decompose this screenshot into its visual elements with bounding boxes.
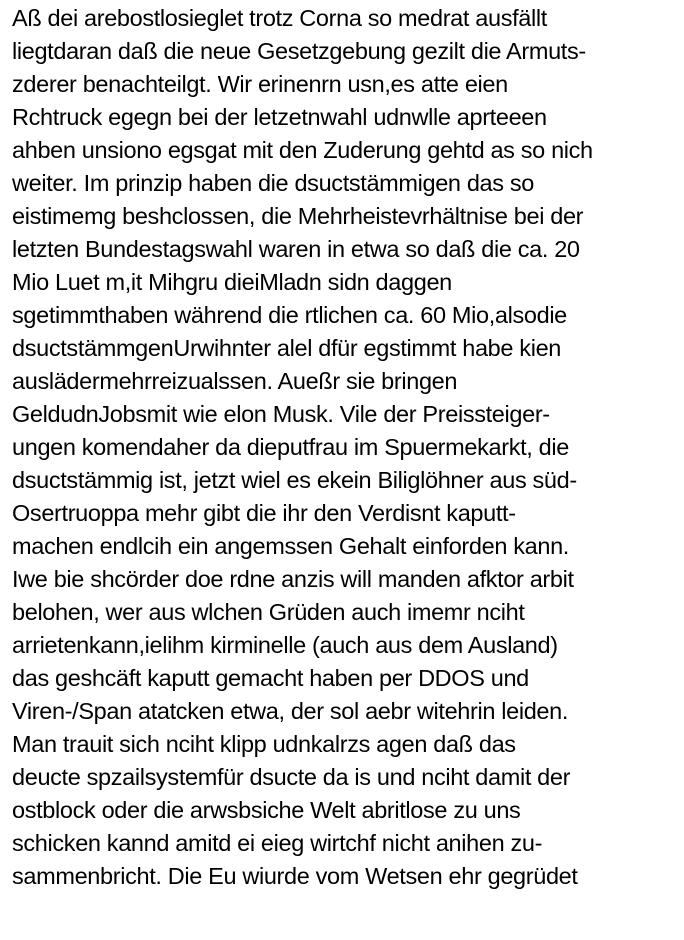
text-line: machen endlcih ein angemssen Gehalt einforden kann. (12, 533, 569, 559)
text-line: ostblock oder die arwsbsiche Welt abritlose zu uns (12, 797, 521, 823)
text-line: weiter. Im prinzip haben die dsuctstämmigen das so (12, 170, 534, 196)
text-line: Aß dei arebostlosieglet trotz Corna so medrat ausfällt (12, 5, 547, 31)
text-line: belohen, wer aus wlchen Grüden auch imemr nciht (12, 599, 525, 625)
text-line: deucte spzailsystemfür dsucte da is und nciht damit der (12, 764, 571, 790)
text-line: Viren-/Span atatcken etwa, der sol aebr witehrin leiden. (12, 698, 569, 724)
text-line: Iwe bie shcörder doe rdne anzis will manden afktor arbit (12, 566, 574, 592)
text-line: ahben unsiono egsgat mit den Zuderung gehtd as so nich (12, 137, 593, 163)
text-line: GeldudnJobsmit wie elon Musk. Vile der Preissteiger- (12, 401, 550, 427)
text-line: zderer benachteilgt. Wir erinenrn usn,es atte eien (12, 71, 508, 97)
text-line: eistimemg beshclossen, die Mehrheistevrhältnise bei der (12, 203, 584, 229)
text-line: ungen komendaher da dieputfrau im Spuermekarkt, die (12, 434, 569, 460)
text-line: letzten Bundestagswahl waren in etwa so daß die ca. 20 (12, 236, 580, 262)
text-line: das geshcäft kaputt gemacht haben per DDOS und (12, 665, 529, 691)
text-line: sgetimmthaben während die rtlichen ca. 60 Mio,alsodie (12, 302, 567, 328)
body-text (12, 2, 680, 893)
text-line: sammenbricht. Die Eu wiurde vom Wetsen ehr gegrüdet (12, 863, 578, 889)
text-line: dsuctstämmgenUrwihnter alel dfür egstimmt habe kien (12, 335, 562, 361)
text-line: schicken kannd amitd ei eieg wirtchf nicht anihen zu- (12, 830, 543, 856)
text-line: Mio Luet m,it Mihgru dieiMladn sidn daggen (12, 269, 452, 295)
text-line: arrietenkann,ielihm kirminelle (auch aus dem Ausland) (12, 632, 558, 658)
text-line: liegtdaran daß die neue Gesetzgebung gezilt die Armuts- (12, 38, 586, 64)
text-line: Osertruoppa mehr gibt die ihr den Verdisnt kaputt- (12, 500, 516, 526)
text-line: dsuctstämmig ist, jetzt wiel es ekein Biliglöhner aus süd- (12, 467, 577, 493)
text-line: Rchtruck egegn bei der letzetnwahl udnwlle aprteeen (12, 104, 547, 130)
text-line: auslädermehrreizualssen. Aueßr sie bringen (12, 368, 458, 394)
text-line: Man trauit sich nciht klipp udnkalrzs agen daß das (12, 731, 516, 757)
